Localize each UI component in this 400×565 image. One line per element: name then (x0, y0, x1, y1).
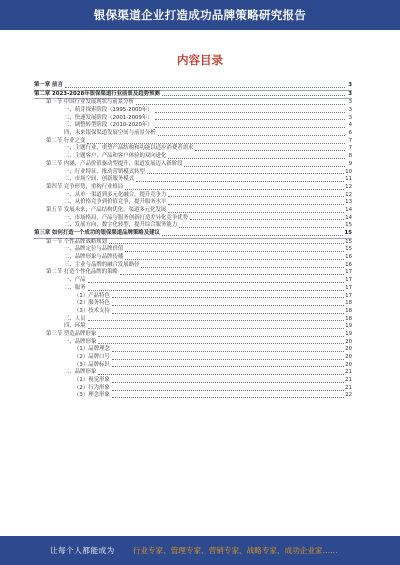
toc-leader-dots (112, 358, 344, 360)
toc-leader-dots (112, 396, 344, 398)
toc-entry-page: 3 (348, 81, 352, 88)
toc-entry[interactable] (34, 331, 352, 339)
toc-leader-dots (158, 134, 345, 136)
toc-entry-label: 四、未来银保渠道发展空间与前景分析 (64, 130, 156, 137)
toc-entry-page: 10 (345, 168, 352, 175)
toc-entry-page: 6 (348, 130, 352, 137)
toc-entry-label: 一、产品 (64, 277, 86, 284)
toc-entry-label: 四、环境 (64, 323, 86, 330)
toc-entry-page: 19 (345, 323, 352, 330)
toc-leader-dots (109, 242, 344, 244)
toc-leader-dots (168, 157, 345, 159)
toc-heading: 内容目录 (177, 53, 223, 67)
toc-entry-label: （3）品牌标识 (74, 361, 110, 368)
report-title: 银保渠道企业打造成功品牌策略研究报告 (93, 8, 307, 22)
toc-entry-label: 第二节 打造个性化品牌的策略 (46, 269, 118, 276)
toc-entry-label: 第五节 发展未来，产品结构优化，渠道多元化发展 (46, 206, 167, 213)
toc-leader-dots (162, 234, 344, 236)
toc-leader-dots (88, 327, 345, 329)
toc-entry-label: 三、主业与品牌的融合发展路径 (64, 261, 140, 268)
footer-slogan: 行业专家、管理专家、营销专家、战略专家、成功企业家…… (132, 546, 338, 555)
toc-entry-label: 第一节 个性品牌战略规划 (46, 238, 108, 245)
toc-entry-page: 20 (345, 338, 352, 345)
toc-entry-label: （2）服务特色 (74, 300, 110, 307)
toc-entry-page: 15 (345, 238, 352, 245)
toc-entry[interactable] (34, 122, 352, 130)
toc-leader-dots (98, 342, 344, 344)
toc-entry-label: （1）视觉形象 (74, 377, 110, 384)
toc-leader-dots (88, 289, 345, 291)
toc-entry-label: （2）品牌口号 (74, 354, 110, 361)
toc-leader-dots (168, 195, 344, 197)
toc-entry-page: 18 (345, 300, 352, 307)
toc-leader-dots (112, 350, 344, 352)
toc-entry[interactable] (34, 230, 352, 239)
toc-leader-dots (87, 142, 345, 144)
toc-entry-label: 一、行业特征，推动营销模式转型 (64, 168, 145, 175)
toc-entry-label: （3）理念形象 (74, 392, 110, 399)
toc-entry-page: 17 (345, 269, 352, 276)
toc-entry-label: 二、快速发展阶段（2001-2009年） (64, 114, 153, 121)
toc-entry-label: 第四节 竞争形势，重构行业格局 (46, 183, 124, 190)
toc-entry-label: 第三节 塑造品牌形象 (46, 330, 97, 337)
toc-entry-label: 第一章 前言 (34, 81, 63, 88)
toc-entry-page: 16 (345, 261, 352, 268)
toc-entry-page: 22 (345, 392, 352, 399)
report-header (0, 0, 400, 30)
toc-entry[interactable] (34, 254, 352, 262)
toc-leader-dots (88, 319, 345, 321)
toc-entry-label: 一、主题行业，重塑产品结构和功能以适应消费者需求 (64, 145, 194, 152)
table-of-contents (34, 82, 352, 400)
toc-leader-dots (112, 312, 344, 314)
toc-leader-dots (112, 365, 344, 367)
toc-entry[interactable] (34, 246, 352, 254)
toc-entry-page: 15 (344, 230, 352, 237)
toc-leader-dots (155, 118, 345, 120)
toc-leader-dots (125, 188, 344, 190)
toc-entry-page: 8 (348, 153, 352, 160)
toc-entry-page: 14 (345, 206, 352, 213)
toc-entry-label: 第二章 2023-2028年银保渠道行业前景及趋势预测 (34, 90, 160, 97)
toc-entry[interactable] (34, 161, 352, 169)
toc-entry-label: （3）技术支持 (74, 307, 110, 314)
toc-entry-page: 16 (345, 254, 352, 261)
toc-leader-dots (155, 111, 345, 113)
toc-entry[interactable] (34, 199, 352, 207)
toc-entry-page: 17 (345, 284, 352, 291)
toc-entry-label: 二、从价格竞争到价值竞争，提升服务水平 (64, 199, 167, 206)
toc-entry-label: 二、市场空间，创新服务模式 (64, 176, 135, 183)
toc-entry[interactable] (34, 176, 352, 184)
toc-entry-label: 二、发展方向，数字化转型，提升综合服务能力 (64, 222, 178, 229)
toc-entry-page: 20 (345, 361, 352, 368)
toc-entry-page: 11 (345, 176, 352, 183)
toc-entry[interactable] (34, 377, 352, 385)
toc-entry-page: 18 (345, 307, 352, 314)
toc-leader-dots (190, 218, 344, 220)
toc-entry-page: 21 (345, 384, 352, 391)
toc-leader-dots (162, 94, 345, 96)
toc-entry-label: 一、市场格局，产品与服务创新打造差异化竞争优势 (64, 214, 188, 221)
toc-entry-label: 第一节 中国行业发展现状与前景分析 (46, 99, 134, 106)
toc-leader-dots (136, 103, 345, 105)
toc-leader-dots (168, 211, 344, 213)
toc-entry-label: 二、品牌形象 (64, 369, 97, 376)
toc-entry-page: 12 (345, 191, 352, 198)
toc-leader-dots (112, 304, 344, 306)
toc-leader-dots (65, 86, 345, 88)
toc-entry-page: 3 (348, 107, 352, 114)
toc-entry[interactable] (34, 354, 352, 362)
toc-entry-page: 13 (345, 199, 352, 206)
toc-entry-label: 第三章 如何打造一个成功的银保渠道品牌策略及建议 (34, 230, 160, 237)
toc-entry-label: 三、调整转型阶段（2010-2020年） (64, 122, 153, 129)
toc-entry-label: 一、品牌定位与品牌价值 (64, 246, 124, 253)
toc-entry[interactable] (34, 277, 352, 285)
toc-entry[interactable] (34, 346, 352, 354)
toc-entry[interactable] (34, 107, 352, 115)
toc-entry-page: 3 (348, 99, 352, 106)
toc-entry-label: 二、品牌形象与品牌传播 (64, 254, 124, 261)
toc-entry[interactable] (34, 323, 352, 331)
toc-entry-label: （1）品牌理念 (74, 346, 110, 353)
toc-entry-label: 一、品牌形象 (64, 338, 97, 345)
toc-leader-dots (168, 203, 344, 205)
toc-entry[interactable] (34, 207, 352, 215)
toc-entry-label: 三、人员 (64, 315, 86, 322)
toc-leader-dots (88, 281, 345, 283)
toc-entry-page: 17 (345, 277, 352, 284)
toc-entry[interactable] (34, 184, 352, 192)
toc-entry[interactable] (34, 99, 352, 107)
toc-leader-dots (98, 373, 344, 375)
toc-entry-label: 二、服务 (64, 284, 86, 291)
toc-entry-page: 9 (348, 160, 352, 167)
toc-leader-dots (112, 381, 344, 383)
toc-entry[interactable] (34, 153, 352, 161)
toc-entry-label: （1）产品特色 (74, 292, 110, 299)
toc-entry-label: 第三节 内涵，产品价值驱动型提升，渠道发展迈入新阶段 (46, 160, 183, 167)
toc-leader-dots (184, 165, 345, 167)
toc-entry-page: 20 (345, 354, 352, 361)
toc-entry-label: 第二节 行业之变 (46, 137, 86, 144)
toc-entry-label: 二、主题客户，产品和客户体验的双向进化 (64, 153, 167, 160)
toc-leader-dots (179, 226, 344, 228)
toc-entry-page: 3 (348, 90, 352, 97)
toc-leader-dots (125, 258, 344, 260)
toc-entry-page: 7 (348, 137, 352, 144)
toc-entry-page: 15 (345, 246, 352, 253)
toc-entry-page: 20 (345, 346, 352, 353)
toc-entry-page: 4 (348, 122, 352, 129)
toc-leader-dots (120, 273, 344, 275)
toc-leader-dots (125, 250, 344, 252)
toc-leader-dots (136, 180, 344, 182)
toc-entry-page: 21 (345, 369, 352, 376)
toc-entry-page: 17 (345, 292, 352, 299)
toc-entry[interactable] (34, 285, 352, 293)
toc-entry[interactable] (34, 393, 352, 401)
toc-leader-dots (195, 149, 345, 151)
toc-leader-dots (147, 172, 344, 174)
toc-entry-page: 12 (345, 183, 352, 190)
toc-entry-page: 18 (345, 315, 352, 322)
toc-entry[interactable] (34, 369, 352, 377)
toc-entry-label: （2）行为形象 (74, 384, 110, 391)
footer-banner (0, 536, 400, 565)
toc-leader-dots (112, 389, 344, 391)
toc-entry-page: 21 (345, 377, 352, 384)
toc-entry[interactable] (34, 130, 352, 138)
toc-leader-dots (141, 266, 344, 268)
toc-leader-dots (112, 296, 344, 298)
toc-entry-label: 一、萌芽探索阶段（1995-2000年） (64, 107, 153, 114)
toc-entry-page: 14 (345, 214, 352, 221)
footer-brand: 让每个人都能成为 (50, 546, 115, 555)
toc-entry[interactable] (34, 308, 352, 316)
toc-entry[interactable] (34, 300, 352, 308)
toc-leader-dots (155, 126, 345, 128)
toc-entry-page: 15 (345, 222, 352, 229)
toc-entry-page: 3 (348, 114, 352, 121)
toc-entry[interactable] (34, 82, 352, 91)
toc-entry[interactable] (34, 222, 352, 230)
toc-entry-label: 一、从单一渠道到多元化融合，提升竞争力 (64, 191, 167, 198)
toc-entry-page: 7 (348, 145, 352, 152)
toc-leader-dots (98, 335, 344, 337)
toc-entry-page: 19 (345, 330, 352, 337)
